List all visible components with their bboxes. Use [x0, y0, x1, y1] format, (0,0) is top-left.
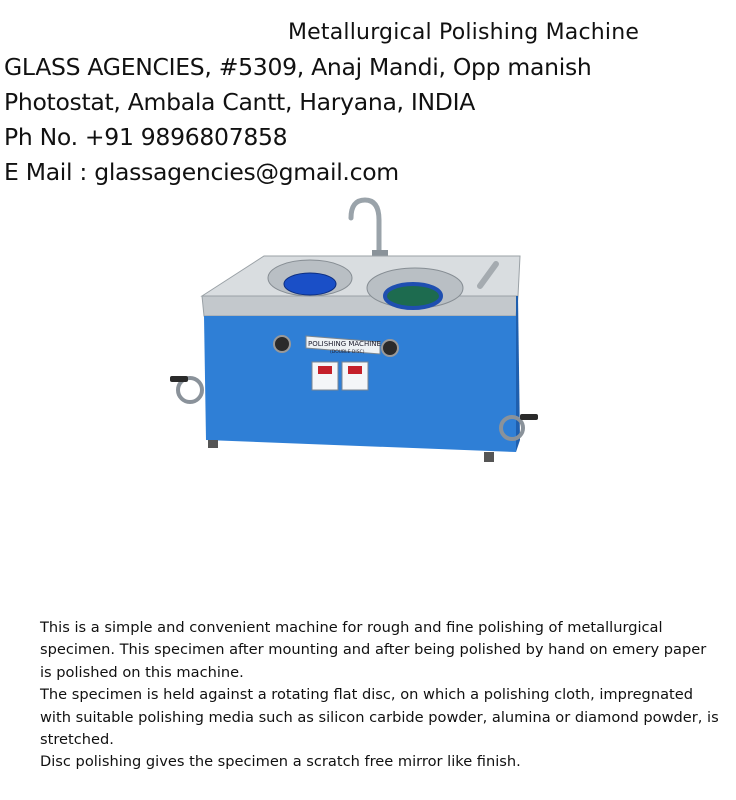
page-title: Metallurgical Polishing Machine: [288, 20, 640, 45]
email-address: E Mail : glassagencies@gmail.com: [4, 158, 399, 186]
polishing-machine-image: [160, 190, 560, 490]
panel-label-text: POLISHING MACHINE: [308, 340, 381, 348]
left-knob: [274, 336, 290, 352]
description-paragraph-3: Disc polishing gives the specimen a scratch free mirror like finish.: [40, 753, 521, 771]
panel-sublabel-text: (DOUBLE DISC): [330, 350, 365, 355]
right-disc: [385, 284, 441, 308]
description-paragraph-1: This is a simple and convenient machine for rough and fine polishing of metallurgical specimen. This specimen after mounting and after being polished by hand on emery paper is polished on this machine.: [40, 619, 707, 681]
contact-block: [4, 50, 591, 190]
left-disc: [284, 273, 336, 295]
steel-top: [202, 256, 520, 296]
right-knob: [382, 340, 398, 356]
product-description: [40, 617, 720, 774]
foot-right: [484, 452, 494, 462]
machine-body-side: [516, 296, 520, 452]
steel-top-front: [202, 296, 518, 316]
address-line-1: GLASS AGENCIES, #5309, Anaj Mandi, Opp manish: [4, 53, 592, 81]
foot-left: [208, 440, 218, 448]
phone-number: Ph No. +91 9896807858: [4, 123, 288, 151]
address-line-2: Photostat, Ambala Cantt, Haryana, INDIA: [4, 88, 475, 116]
description-paragraph-2: The specimen is held against a rotating flat disc, on which a polishing cloth, impregnated with suitable polishing media such as silicon carbide powder, alumina or diamond powder, is stretched.: [40, 686, 719, 749]
